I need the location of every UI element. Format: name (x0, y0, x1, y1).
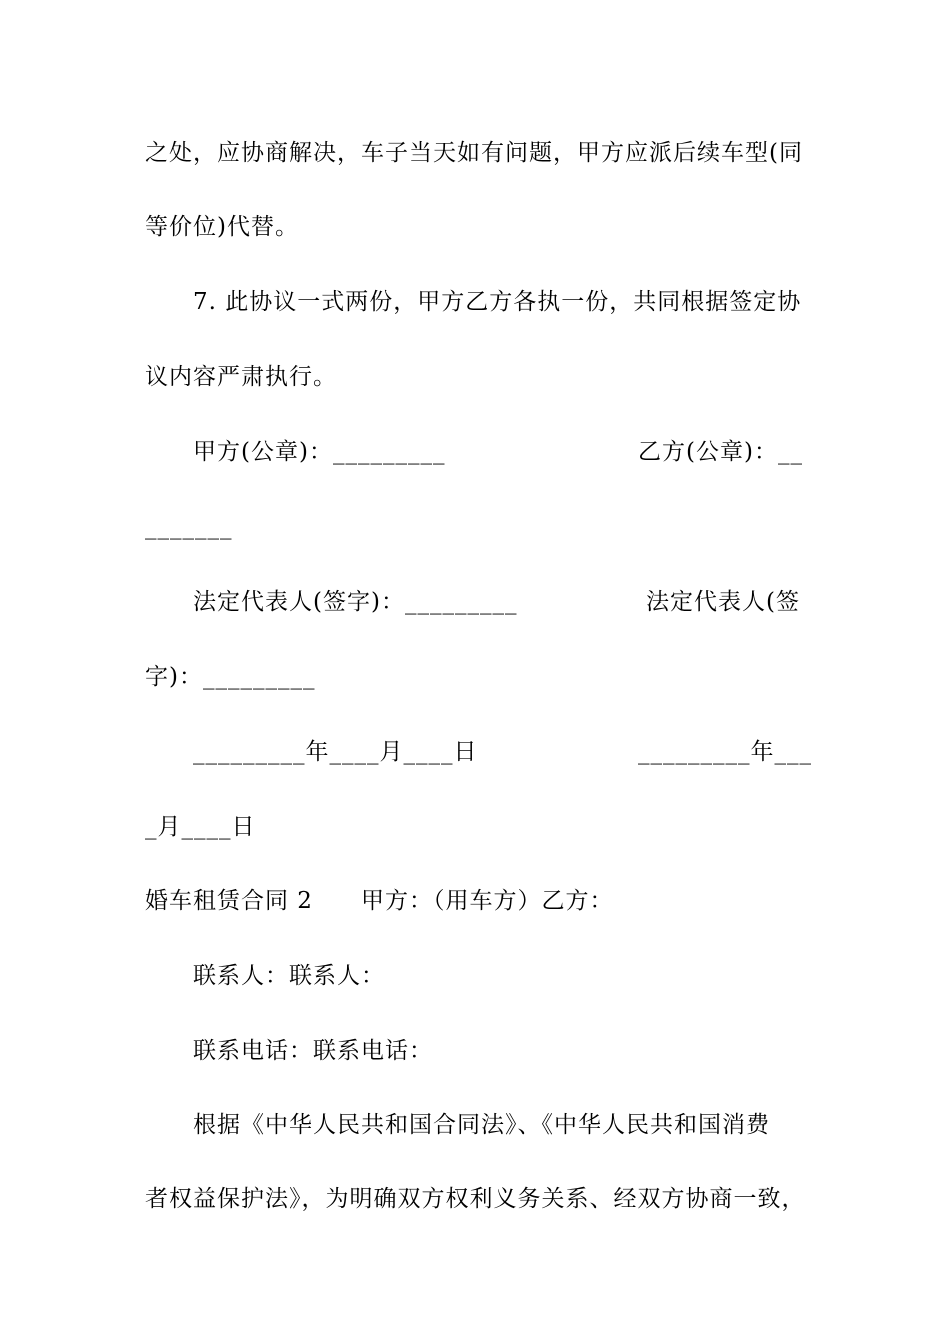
party-b-seal-field-cont: _______ (145, 514, 233, 540)
party-b-seal-field: 乙方(公章)：__ (638, 439, 803, 465)
party-a-date-field: _________年____月____日 (193, 739, 478, 765)
party-a-representative-field: 法定代表人(签字)：_________ (193, 589, 518, 615)
legal-basis-line-1: 根据《中华人民共和国合同法》、《中华人民共和国消费 (193, 1112, 770, 1138)
paragraph-6-line-2: 等价位)代替。 (145, 214, 299, 240)
party-a-seal-field: 甲方(公章)：_________ (193, 439, 446, 465)
paragraph-7-line-1: 7. 此协议一式两份，甲方乙方各执一份，共同根据签定协 (193, 289, 802, 315)
contact-person-line: 联系人：联系人： (193, 963, 385, 989)
party-b-date-field: _________年___ (638, 739, 812, 765)
contract-2-parties: 甲方：（用车方）乙方： (361, 888, 614, 914)
paragraph-7-line-2: 议内容严肃执行。 (145, 364, 337, 390)
party-b-representative-field-cont: 字)：_________ (145, 664, 316, 690)
contact-phone-line: 联系电话：联系电话： (193, 1038, 433, 1064)
party-b-representative-field: 法定代表人(签 (646, 589, 800, 615)
paragraph-6-line-1: 之处，应协商解决，车子当天如有问题，甲方应派后续车型(同 (145, 140, 803, 166)
legal-basis-line-2: 者权益保护法》，为明确双方权利义务关系、经双方协商一致， (145, 1186, 806, 1212)
contract-2-title: 婚车租赁合同 2 (145, 888, 313, 914)
party-b-date-field-cont: _月____日 (145, 814, 256, 840)
